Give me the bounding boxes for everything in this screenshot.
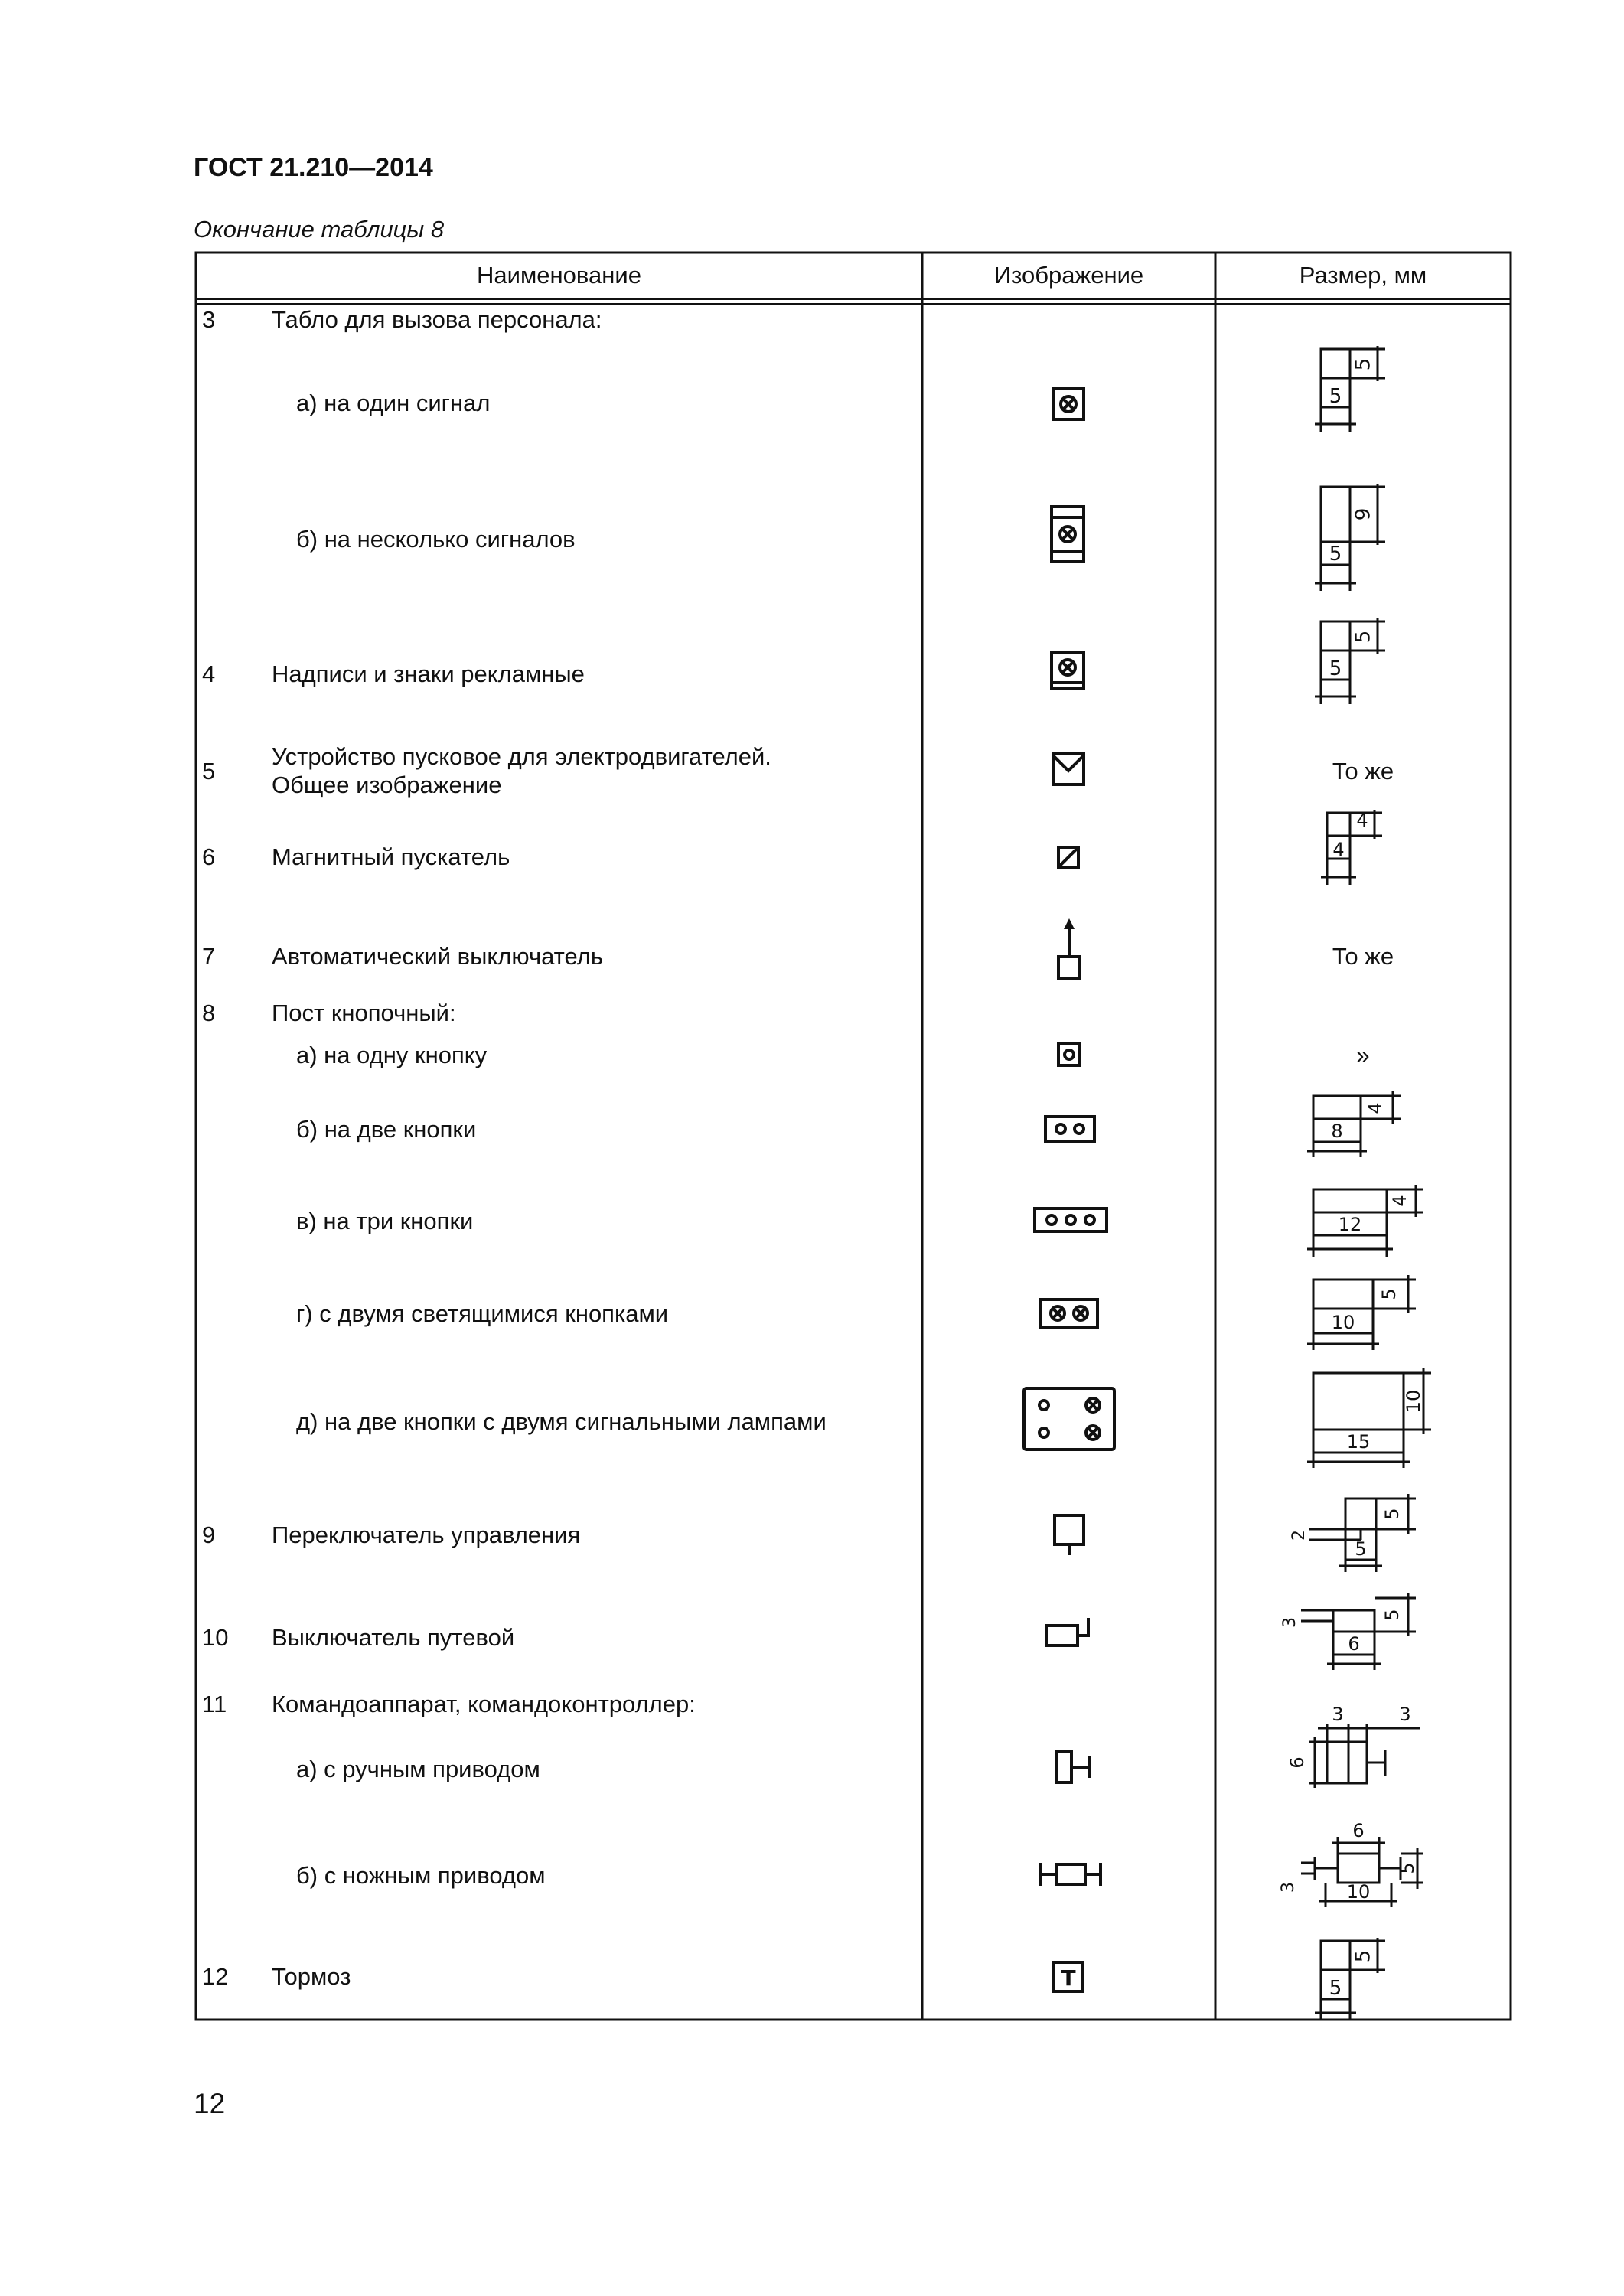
dimension-sketch (1312, 808, 1396, 892)
dimension-sketch (1270, 1699, 1431, 1806)
dimension-value: 5 (1355, 1538, 1367, 1560)
push-button-one-icon (1057, 1042, 1081, 1067)
dimension-value: 6 (1348, 1633, 1360, 1655)
row-name-line: Общее изображение (272, 771, 502, 798)
table-caption: Окончание таблицы 8 (194, 216, 445, 243)
row-name: Пост кнопочный: (272, 1000, 456, 1026)
row-name: б) на несколько сигналов (296, 526, 576, 553)
dimension-value: 4 (1365, 1102, 1386, 1114)
dimension-value: 5 (1378, 1288, 1400, 1300)
dimension-value: 6 (1286, 1756, 1308, 1769)
dimension-sketch (1293, 1270, 1423, 1355)
dimension-value: 4 (1332, 839, 1345, 860)
row-name: б) на две кнопки (296, 1116, 477, 1143)
row-name: в) на три кнопки (296, 1208, 474, 1234)
row-name: Командоаппарат, командоконтроллер: (272, 1691, 696, 1717)
row-name: а) с ручным приводом (296, 1756, 540, 1782)
push-button-two-lit-icon (1039, 1298, 1099, 1329)
dimension-value: 5 (1397, 1862, 1418, 1874)
row-number: 8 (202, 1000, 216, 1026)
push-button-three-icon (1033, 1207, 1108, 1233)
row-name: Автоматический выключатель (272, 943, 603, 970)
dimension-sketch (1278, 1492, 1431, 1577)
row-number: 9 (202, 1521, 216, 1548)
dimension-value: 10 (1403, 1389, 1424, 1414)
dimension-sketch (1293, 1365, 1439, 1473)
controller-manual-icon (1055, 1747, 1094, 1787)
dimension-value: 3 (1280, 1617, 1300, 1628)
brake-icon (1052, 1961, 1084, 1993)
row-number: 3 (202, 306, 216, 333)
dimension-value: 5 (1381, 1508, 1403, 1520)
controller-foot-icon (1038, 1857, 1104, 1890)
dimension-value: 4 (1389, 1195, 1410, 1207)
dimension-sketch (1301, 1936, 1401, 2028)
dimension-sketch (1278, 1593, 1431, 1678)
dimension-value: 15 (1346, 1431, 1371, 1453)
dimension-value: 6 (1352, 1820, 1365, 1841)
column-header-image: Изображение (993, 262, 1144, 289)
push-button-two-lamps-icon (1022, 1387, 1116, 1451)
row-name: г) с двумя светящимися кнопками (296, 1300, 669, 1327)
row-number: 5 (202, 758, 216, 784)
dimension-value: 9 (1352, 507, 1375, 521)
row-name: а) на один сигнал (296, 390, 491, 416)
row-name-line: Устройство пусковое для электродвигателей. (272, 743, 771, 770)
row-name: Переключатель управления (272, 1521, 581, 1548)
brake-icon-letter: Т (1061, 1965, 1076, 1991)
dimension-value: 5 (1329, 385, 1342, 408)
row-name: Магнитный пускатель (272, 843, 510, 870)
dimension-value: 10 (1331, 1312, 1355, 1333)
dimension-value: 4 (1356, 810, 1368, 831)
call-panel-multi-signal-icon (1050, 505, 1085, 563)
dimension-value: 5 (1329, 1977, 1342, 2000)
dimension-value: 5 (1329, 543, 1342, 566)
row-name: Выключатель путевой (272, 1624, 515, 1651)
row-name: Табло для вызова персонала: (272, 306, 602, 333)
row-name: Надписи и знаки рекламные (272, 660, 585, 687)
size-text: То же (1332, 758, 1394, 784)
dimension-value: 5 (1352, 357, 1375, 371)
dimension-sketch (1270, 1814, 1439, 1929)
circuit-breaker-icon (1056, 918, 1082, 981)
dimension-value: 5 (1352, 630, 1375, 644)
limit-switch-icon (1045, 1615, 1091, 1649)
size-text: » (1356, 1042, 1370, 1068)
row-number: 7 (202, 943, 216, 970)
dimension-value: 3 (1332, 1704, 1344, 1725)
row-name: а) на одну кнопку (296, 1042, 488, 1068)
row-name: Тормоз (272, 1963, 351, 1990)
dimension-sketch (1293, 1177, 1431, 1261)
row-number: 12 (202, 1963, 229, 1990)
row-number: 4 (202, 660, 216, 687)
dimension-value: 8 (1331, 1120, 1343, 1142)
dimension-value: 12 (1338, 1214, 1362, 1235)
size-text: То же (1332, 943, 1394, 970)
column-header-name: Наименование (477, 262, 641, 289)
push-button-two-icon (1044, 1115, 1096, 1143)
row-number: 11 (202, 1691, 227, 1717)
dimension-value: 3 (1399, 1704, 1411, 1725)
dimension-value: 3 (1279, 1882, 1298, 1893)
advertising-sign-icon (1050, 651, 1085, 690)
row-number: 6 (202, 843, 216, 870)
dimension-value: 5 (1352, 1949, 1375, 1963)
page-number: 12 (194, 2088, 226, 2119)
dimension-sketch (1301, 346, 1401, 438)
motor-starter-icon (1052, 752, 1085, 786)
dimension-sketch (1301, 618, 1401, 710)
row-number: 10 (202, 1624, 229, 1651)
dimension-value: 5 (1329, 657, 1342, 680)
call-panel-one-signal-icon (1052, 387, 1085, 421)
column-header-size: Размер, мм (1299, 262, 1427, 289)
document-header: ГОСТ 21.210—2014 (194, 153, 433, 182)
dimension-sketch (1293, 1085, 1408, 1162)
dimension-value: 10 (1346, 1881, 1371, 1903)
dimension-sketch (1301, 484, 1401, 598)
dimension-value: 5 (1381, 1609, 1403, 1621)
control-switch-icon (1053, 1514, 1085, 1557)
row-name: б) с ножным приводом (296, 1862, 546, 1889)
dimension-value: 2 (1290, 1530, 1309, 1541)
magnetic-starter-icon (1057, 846, 1080, 869)
row-name: д) на две кнопки с двумя сигнальными лампами (296, 1408, 827, 1435)
